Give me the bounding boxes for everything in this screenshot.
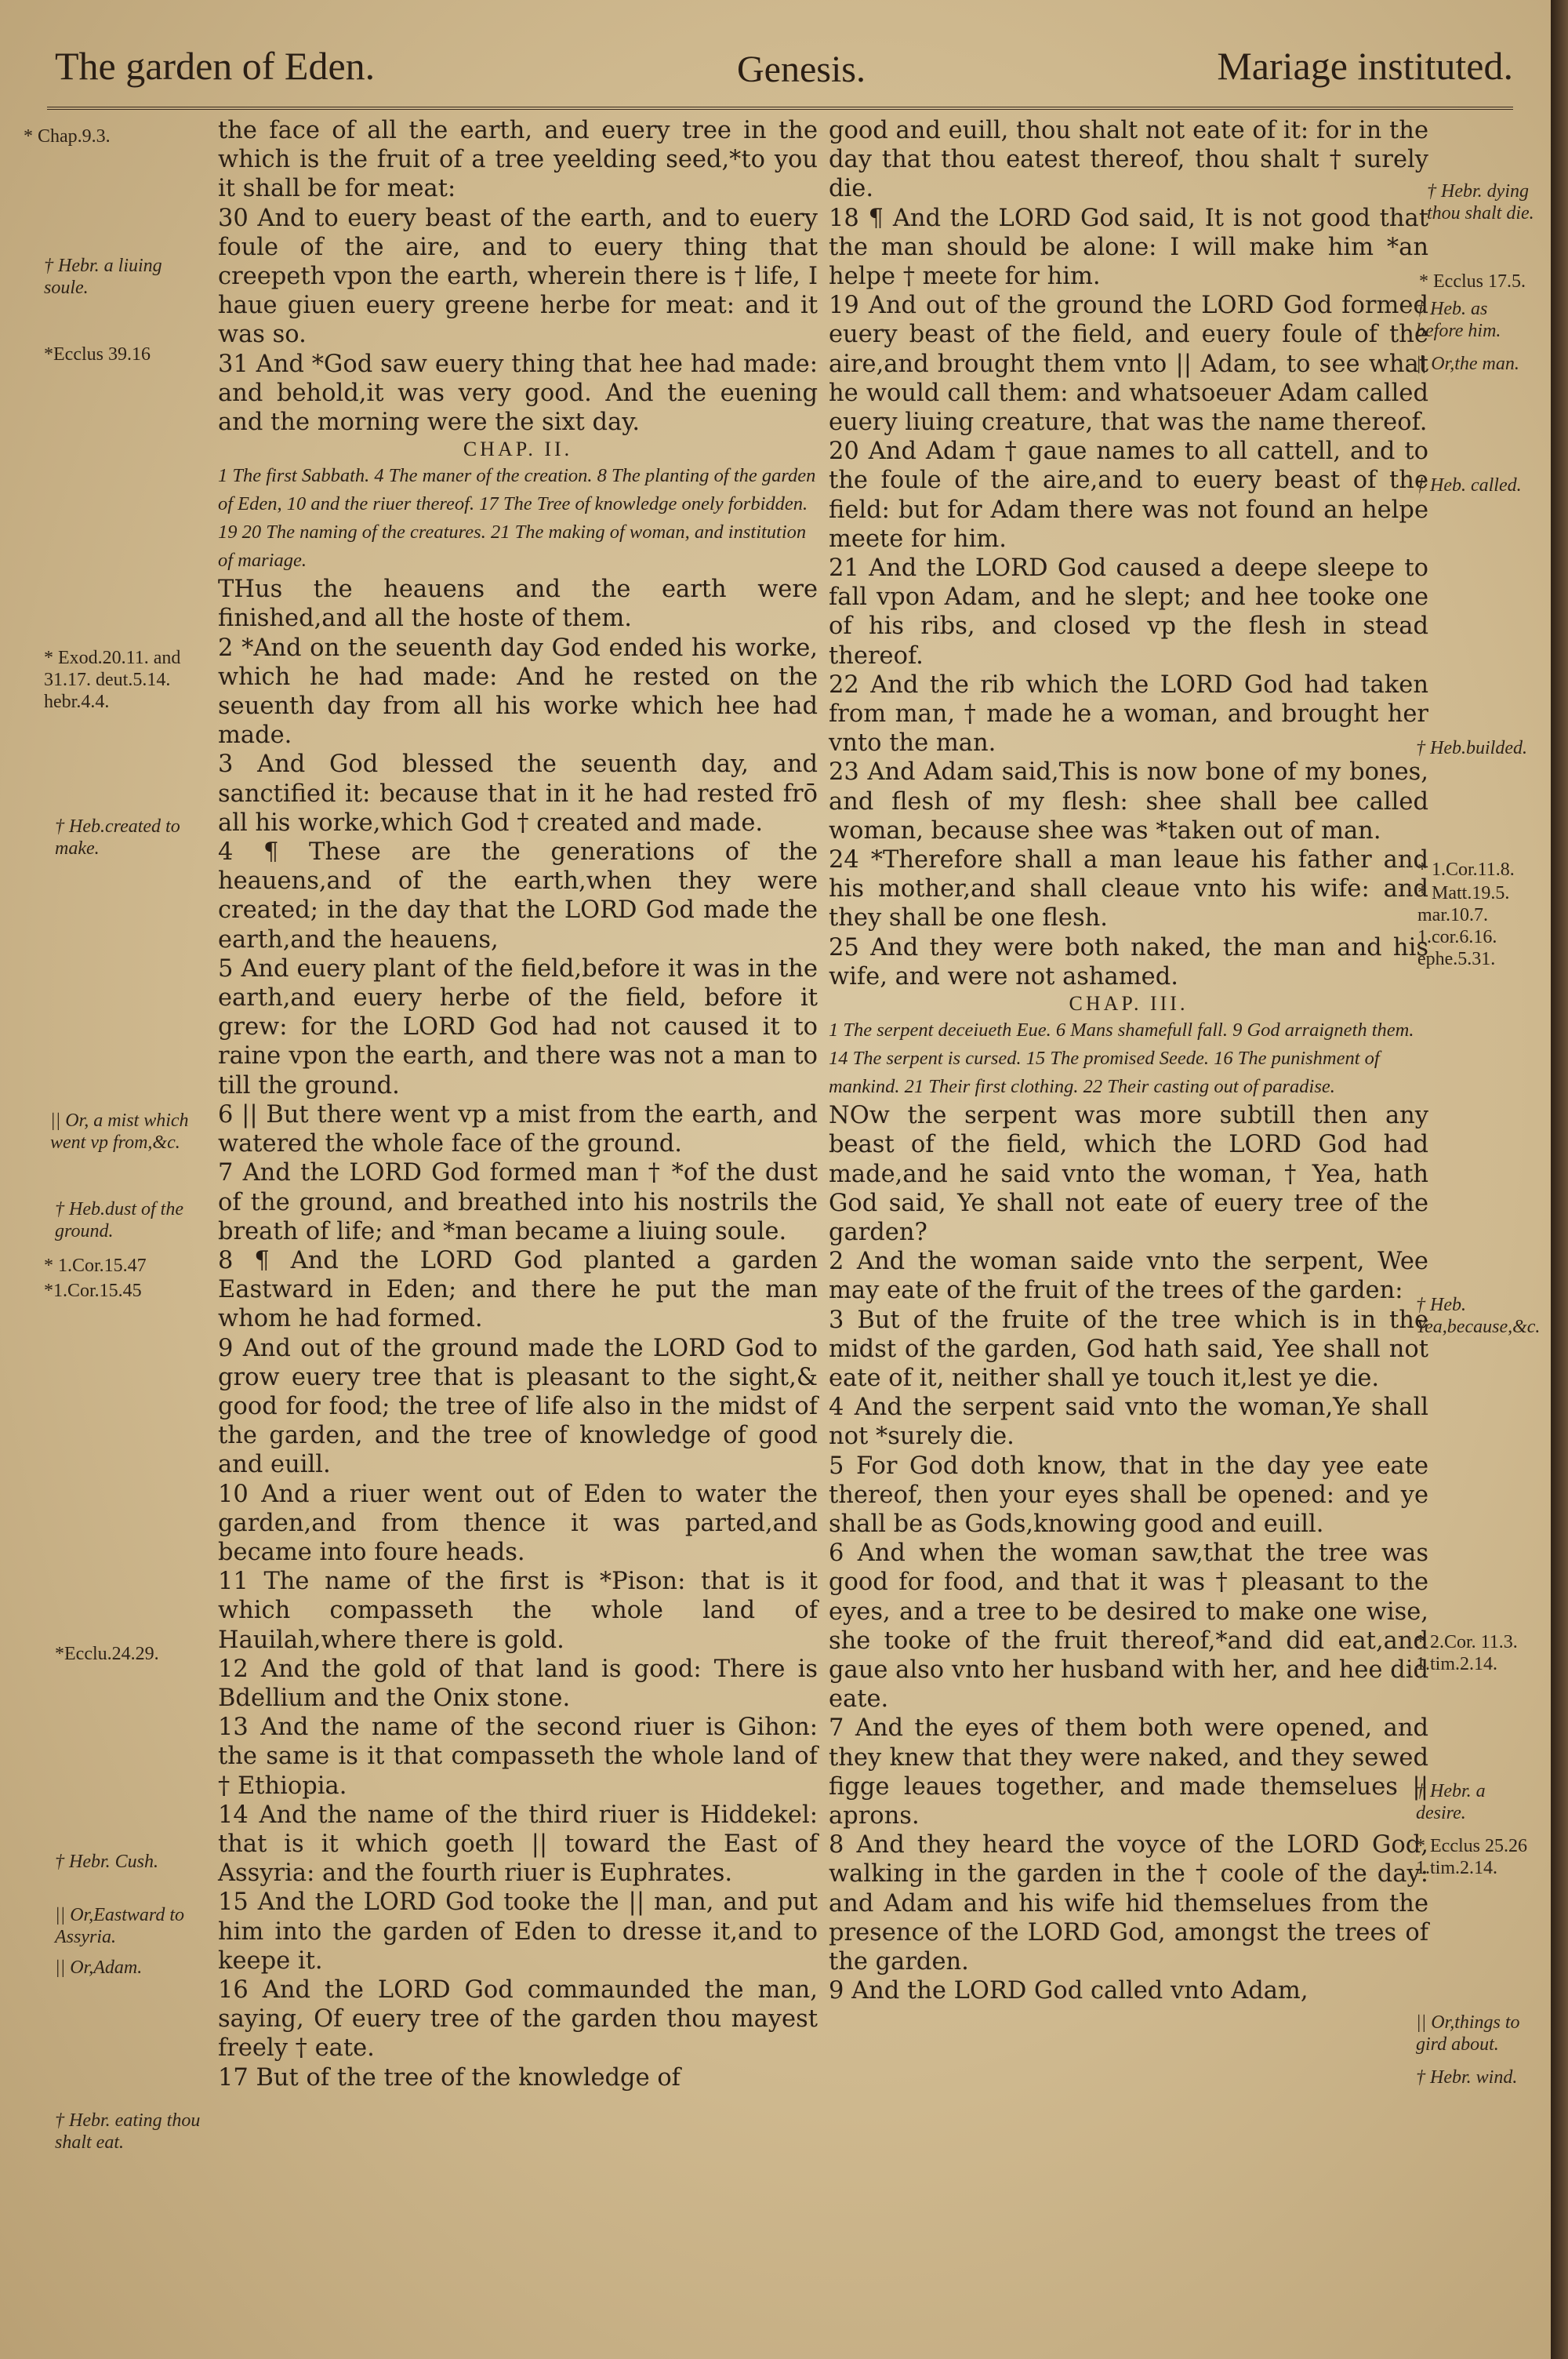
left-text-column bbox=[218, 116, 818, 2092]
margin-note: || Or,the man. bbox=[1416, 354, 1519, 374]
margin-note: † Heb. called. bbox=[1416, 475, 1522, 496]
verse-paragraph: 3 But of the fruite of the tree which is in the midst of the garden, God hath said, Yee shall not eate of it, neither shall ye touch it,lest ye die. bbox=[829, 1306, 1428, 1392]
verse-paragraph: 21 And the LORD God caused a deepe sleepe to fall vpon Adam, and he slept; and hee tooke one of his ribs, and closed vp the flesh in stead thereof. bbox=[829, 554, 1428, 670]
verse-paragraph: 10 And a riuer went out of Eden to water the garden,and from thence it was parted,and became into foure heads. bbox=[218, 1480, 818, 1566]
verse-paragraph: 14 And the name of the third riuer is Hiddekel: that is it which goeth || toward the East of Assyria: and the fourth riuer is Euphrates. bbox=[218, 1801, 818, 1888]
margin-note: † Heb.created to make. bbox=[55, 816, 180, 859]
verse-paragraph: 7 And the eyes of them both were opened, and they knew that they were naked, and they sewed figge leaues together, and made themselues || aprons. bbox=[829, 1714, 1428, 1830]
verse-paragraph: 4 And the serpent said vnto the woman,Ye shall not *surely die. bbox=[829, 1394, 1428, 1451]
chapter-heading: CHAP. III. bbox=[1069, 992, 1189, 1016]
verse-paragraph: 30 And to euery beast of the earth, and to euery foule of the aire, and to euery thing that creepeth vpon the earth, wherein there is † life, I haue giuen euery greene herbe for meat: and it was so. bbox=[218, 204, 818, 349]
verse-paragraph: NOw the serpent was more subtill then any beast of the field, which the LORD God had made,and he said vnto the woman, † Yea, hath God said, Ye shall not eate of euery tree of the garden? bbox=[829, 1102, 1428, 1246]
verse-paragraph: 9 And the LORD God called vnto Adam, bbox=[829, 1977, 1308, 2005]
verse-paragraph: 2 *And on the seuenth day God ended his worke, which he had made: And he rested on the seuenth day from all his worke which hee had made. bbox=[218, 634, 818, 750]
verse-paragraph: 15 And the LORD God tooke the || man, and put him into the garden of Eden to dresse it,and to keepe it. bbox=[218, 1888, 818, 1975]
verse-paragraph: 24 *Therefore shall a man leaue his father and his mother,and shall cleaue vnto his wife: and they shall be one flesh. bbox=[829, 846, 1428, 932]
margin-note: † Hebr. wind. bbox=[1416, 2067, 1518, 2088]
right-text-column bbox=[829, 116, 1428, 2005]
header-rule bbox=[47, 107, 1513, 110]
verse-paragraph: 5 For God doth know, that in the day yee eate thereof, then your eyes shall be opened: and ye shall be as Gods,knowing good and euill. bbox=[829, 1452, 1428, 1538]
verse-paragraph: 20 And Adam † gaue names to all cattell, and to the foule of the aire,and to euery beast of the field: but for Adam there was not found an helpe meete for him. bbox=[829, 438, 1428, 553]
margin-note: || Or,Eastward to Assyria. bbox=[55, 1905, 184, 1947]
verse-paragraph: 31 And *God saw euery thing that hee had made: and behold,it was very good. And the euening and the morning were the sixt day. bbox=[218, 350, 818, 437]
running-head-left: The garden of Eden. bbox=[55, 44, 376, 88]
margin-note: † Hebr. eating thou shalt eat. bbox=[55, 2110, 201, 2153]
verse-paragraph: 12 And the gold of that land is good: There is Bdellium and the Onix stone. bbox=[218, 1655, 818, 1712]
chapter-summary: 1 The first Sabbath. 4 The maner of the creation. 8 The planting of the garden of Eden, 10 and the riuer thereof. 17 The Tree of knowledge onely forbidden. 19 20 The naming of the creatures. 21 The making of woman, and institution of mariage. bbox=[218, 465, 816, 572]
margin-note: * Chap.9.3. bbox=[24, 126, 111, 147]
margin-note: *1.Cor.15.45 bbox=[44, 1281, 142, 1301]
chapter-summary: 1 The serpent deceiueth Eue. 6 Mans shamefull fall. 9 God arraigneth them. 14 The serpent is cursed. 15 The promised Seede. 16 The punishment of mankind. 21 Their first clothing. 22 Their casting out of paradise. bbox=[829, 1020, 1414, 1098]
margin-note: * Exod.20.11. and 31.17. deut.5.14. hebr.4.4. bbox=[44, 648, 181, 712]
verse-paragraph: 18 ¶ And the LORD God said, It is not good that the man should be alone: I will make him *an helpe † meete for him. bbox=[829, 204, 1428, 291]
verse-paragraph: 9 And out of the ground made the LORD God to grow euery tree that is pleasant to the sight,& good for food; the tree of life also in the midst of the garden, and the tree of knowledge of good and euill. bbox=[218, 1334, 818, 1479]
verse-paragraph: good and euill, thou shalt not eate of it: for in the day that thou eatest thereof, thou shalt † surely die. bbox=[829, 117, 1428, 203]
margin-note: † Heb.builded. bbox=[1416, 738, 1527, 758]
verse-paragraph: 2 And the woman saide vnto the serpent, Wee may eate of the fruit of the trees of the garden: bbox=[829, 1248, 1428, 1305]
margin-note: * 1.Cor.15.47 bbox=[44, 1256, 147, 1276]
verse-paragraph: 7 And the LORD God formed man † *of the dust of the ground, and breathed into his nostrils the breath of life; and *man became a liuing soule. bbox=[218, 1159, 818, 1245]
margin-note: * 1.Cor.11.8. bbox=[1417, 860, 1515, 880]
verse-paragraph: 13 And the name of the second riuer is Gihon: the same is it that compasseth the whole land of † Ethiopia. bbox=[218, 1714, 818, 1800]
margin-note: † Heb. as before him. bbox=[1416, 299, 1501, 341]
margin-note: * Ecclus 17.5. bbox=[1419, 271, 1526, 292]
margin-note: * Matt.19.5. mar.10.7. 1.cor.6.16. ephe.5.31. bbox=[1417, 883, 1510, 969]
margin-note: *Ecclu.24.29. bbox=[55, 1644, 159, 1664]
chapter-heading: CHAP. II. bbox=[463, 438, 573, 461]
verse-paragraph: 8 And they heard the voyce of the LORD God, walking in the garden in the † coole of the day: and Adam and his wife hid themselues from the presence of the LORD God, amongst the trees of the garden. bbox=[829, 1831, 1428, 1976]
verse-paragraph: 8 ¶ And the LORD God planted a garden Eastward in Eden; and there he put the man whom he had formed. bbox=[218, 1246, 818, 1333]
verse-paragraph: 17 But of the tree of the knowledge of bbox=[218, 2063, 681, 2092]
verse-paragraph: the face of all the earth, and euery tree in the which is the fruit of a tree yeelding seed,*to you it shall be for meat: bbox=[218, 117, 818, 203]
verse-paragraph: 25 And they were both naked, the man and his wife, and were not ashamed. bbox=[829, 933, 1428, 990]
margin-note: * 2.Cor. 11.3. 1.tim.2.14. bbox=[1416, 1632, 1518, 1674]
margin-note: † Hebr. Cush. bbox=[55, 1852, 159, 1872]
verse-paragraph: 6 || But there went vp a mist from the earth, and watered the whole face of the ground. bbox=[218, 1100, 818, 1158]
margin-note: *Ecclus 39.16 bbox=[44, 344, 151, 365]
margin-note: * Ecclus 25.26 1.tim.2.14. bbox=[1416, 1836, 1527, 1878]
running-head bbox=[55, 43, 1513, 98]
verse-paragraph: 5 And euery plant of the field,before it was in the earth,and euery herbe of the field, before it grew: for the LORD God had not caused it to raine vpon the earth, and there was not a man to till the ground. bbox=[218, 954, 818, 1100]
verse-paragraph: 11 The name of the first is *Pison: that is it which compasseth the whole land of Hauilah,where there is gold. bbox=[218, 1568, 818, 1654]
page-edge bbox=[1551, 0, 1568, 2359]
verse-paragraph: 22 And the rib which the LORD God had taken from man, † made he a woman, and brought her vnto the man. bbox=[829, 671, 1428, 758]
verse-paragraph: 19 And out of the ground the LORD God formed euery beast of the field, and euery foule of the aire,and brought them vnto || Adam, to see what he would call them: and whatsoeuer Adam called euery liuing creature, that was the name thereof. bbox=[829, 292, 1428, 437]
verse-paragraph: 3 And God blessed the seuenth day, and sanctified it: because that in it he had rested frō all his worke,which God † created and made. bbox=[218, 751, 818, 837]
verse-paragraph: 4 ¶ These are the generations of the heauens,and of the earth,when they were created; in the day that the LORD God made the earth,and the heauens, bbox=[218, 838, 818, 954]
margin-note: † Heb. Yea,because,&c. bbox=[1416, 1295, 1541, 1337]
verse-paragraph: THus the heauens and the earth were finished,and all the hoste of them. bbox=[218, 576, 818, 633]
verse-paragraph: 6 And when the woman saw,that the tree was good for food, and that it was † pleasant to the eyes, and a tree to be desired to make one wise, she tooke of the fruit thereof,*and did eat,and gaue also vnto her husband with her, and hee did eate. bbox=[829, 1539, 1428, 1714]
running-head-right: Mariage instituted. bbox=[1217, 44, 1513, 88]
margin-note: † Hebr. a liuing soule. bbox=[44, 256, 162, 298]
margin-note: || Or,things to gird about. bbox=[1416, 2012, 1520, 2055]
running-head-book: Genesis. bbox=[737, 49, 866, 90]
verse-paragraph: 16 And the LORD God commaunded the man, saying, Of euery tree of the garden thou mayest freely † eate. bbox=[218, 1976, 818, 2063]
margin-note: † Heb.dust of the ground. bbox=[55, 1199, 183, 1241]
margin-note: || Or,Adam. bbox=[55, 1957, 143, 1978]
margin-note: || Or, a mist which went vp from,&c. bbox=[50, 1110, 189, 1153]
margin-note: † Hebr. dying thou shalt die. bbox=[1427, 181, 1534, 224]
margin-note: † Hebr. a desire. bbox=[1416, 1781, 1486, 1823]
verse-paragraph: 23 And Adam said,This is now bone of my bones, and flesh of my flesh: shee shall bee called woman, because shee was *taken out of man. bbox=[829, 758, 1428, 845]
